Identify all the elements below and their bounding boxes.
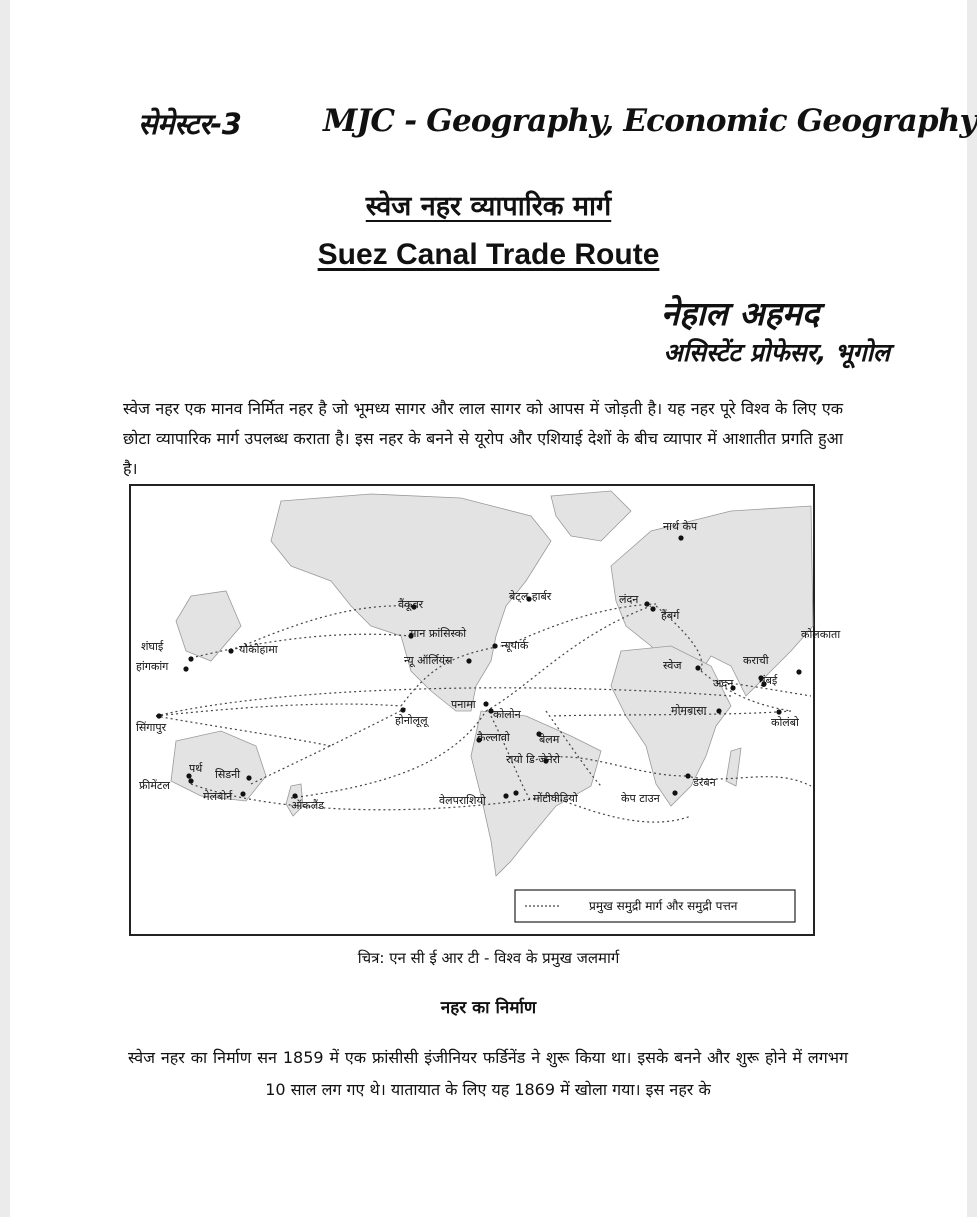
section-heading: नहर का निर्माण: [440, 998, 537, 1018]
port-11-marker: [695, 665, 700, 670]
port-5-label: सान फ्रांसिस्को: [409, 627, 467, 640]
port-10-label: योकोहामा: [239, 643, 278, 656]
port-30-marker: [503, 793, 508, 798]
port-19-marker: [400, 707, 405, 712]
port-0-marker: [678, 535, 683, 540]
author-name: नेहाल अहमद: [660, 294, 820, 333]
port-31-label: मोंटीवीडियो: [533, 792, 578, 805]
world-sea-routes-map: [129, 484, 841, 936]
port-0-label: नार्थ केप: [663, 520, 698, 533]
port-3-marker: [650, 606, 655, 611]
port-26-label: सिडनी: [215, 768, 241, 781]
port-20-marker: [716, 708, 721, 713]
port-14-label: मुंबई: [759, 674, 778, 687]
port-24-label: रायो डि जेनेरो: [506, 753, 560, 766]
port-16-marker: [156, 713, 161, 718]
port-8-marker: [188, 656, 193, 661]
port-33-label: डरबन: [693, 776, 716, 789]
semester-label: सेमेस्टर-3: [138, 107, 242, 141]
port-27-label: फ्रीमेंटल: [139, 779, 170, 792]
port-7-label: न्यू ऑर्लियंस: [404, 654, 453, 667]
figure-caption: चित्र: एन सी ई आर टी - विश्व के प्रमुख जलमार्ग: [357, 949, 620, 967]
port-20-label: मोमबासा: [671, 704, 707, 717]
port-21-label: कोलंबो: [771, 716, 799, 729]
port-28-marker: [240, 791, 245, 796]
port-17-label: पनामा: [451, 698, 476, 711]
port-31-marker: [513, 790, 518, 795]
port-27-marker: [188, 778, 193, 783]
port-6-marker: [492, 643, 497, 648]
title-hindi: स्वेज नहर व्यापारिक मार्ग: [365, 191, 612, 222]
port-16-label: सिंगापुर: [136, 721, 167, 734]
port-4-label: वैंकूवर: [398, 598, 424, 611]
port-23-label: बेलम: [539, 733, 560, 746]
port-25-label: पर्थ: [189, 762, 203, 775]
map-figure: [131, 486, 841, 934]
port-18-label: कोलोन: [493, 708, 521, 721]
port-9-label: हांगकांग: [136, 660, 169, 673]
port-10-marker: [228, 648, 233, 653]
document-page: [10, 0, 977, 1217]
port-32-label: केप टाउन: [621, 792, 660, 805]
port-32-marker: [672, 790, 677, 795]
port-28-label: मेलबोर्न: [203, 790, 233, 803]
port-3-label: हैंबर्ग: [661, 609, 680, 622]
body-paragraph: स्वेज नहर का निर्माण सन 1859 में एक फ्रांसीसी इंजीनियर फर्डिनेंड ने शुरू किया था। इसके बनने और शुरू होने में लगभग 10 साल लग गए थे। यातायात के लिए यह 1869 में खोला गया। इस नहर के: [128, 1048, 848, 1099]
legend-label: प्रमुख समुद्री मार्ग और समुद्री पत्तन: [589, 899, 738, 913]
map-legend: [515, 890, 795, 922]
port-17-marker: [483, 701, 488, 706]
port-2-label: लंदन: [619, 593, 639, 606]
port-29-label: ऑकलैंड: [291, 799, 325, 812]
port-22-label: कैल्लावो: [477, 731, 510, 744]
port-2-marker: [644, 601, 649, 606]
port-30-label: वेलपराशियो: [439, 794, 486, 807]
title-english: Suez Canal Trade Route: [317, 238, 660, 271]
course-title: MJC - Geography, Economic Geography: [323, 103, 977, 139]
port-15-marker: [796, 669, 801, 674]
port-12-label: अदन: [713, 677, 734, 690]
port-33-marker: [685, 773, 690, 778]
port-21-marker: [776, 709, 781, 714]
author-role: असिस्टेंट प्रोफेसर, भूगोल: [663, 338, 890, 367]
port-19-label: होनोलूलू: [395, 714, 428, 727]
port-1-label: बेट्ल हार्बर: [509, 590, 552, 603]
port-7-marker: [466, 658, 471, 663]
port-29-marker: [292, 793, 297, 798]
port-9-marker: [183, 666, 188, 671]
intro-paragraph: स्वेज नहर एक मानव निर्मित नहर है जो भूमध्य सागर और लाल सागर को आपस में जोड़ती है। यह नहर पूरे विश्व के लिए एक छोटा व्यापारिक मार्ग उपलब्ध कराता है। इस नहर के बनने से यूरोप और एशियाई देशों के बीच व्यापार में आशातीत प्रगति हुआ है।: [123, 399, 843, 478]
port-8-label: शंघाई: [141, 640, 164, 653]
port-15-label: कोलकाता: [801, 628, 841, 641]
port-26-marker: [246, 775, 251, 780]
port-13-label: कराची: [743, 654, 769, 667]
port-6-label: न्यूयार्क: [501, 639, 529, 652]
port-11-label: स्वेज: [663, 659, 682, 672]
